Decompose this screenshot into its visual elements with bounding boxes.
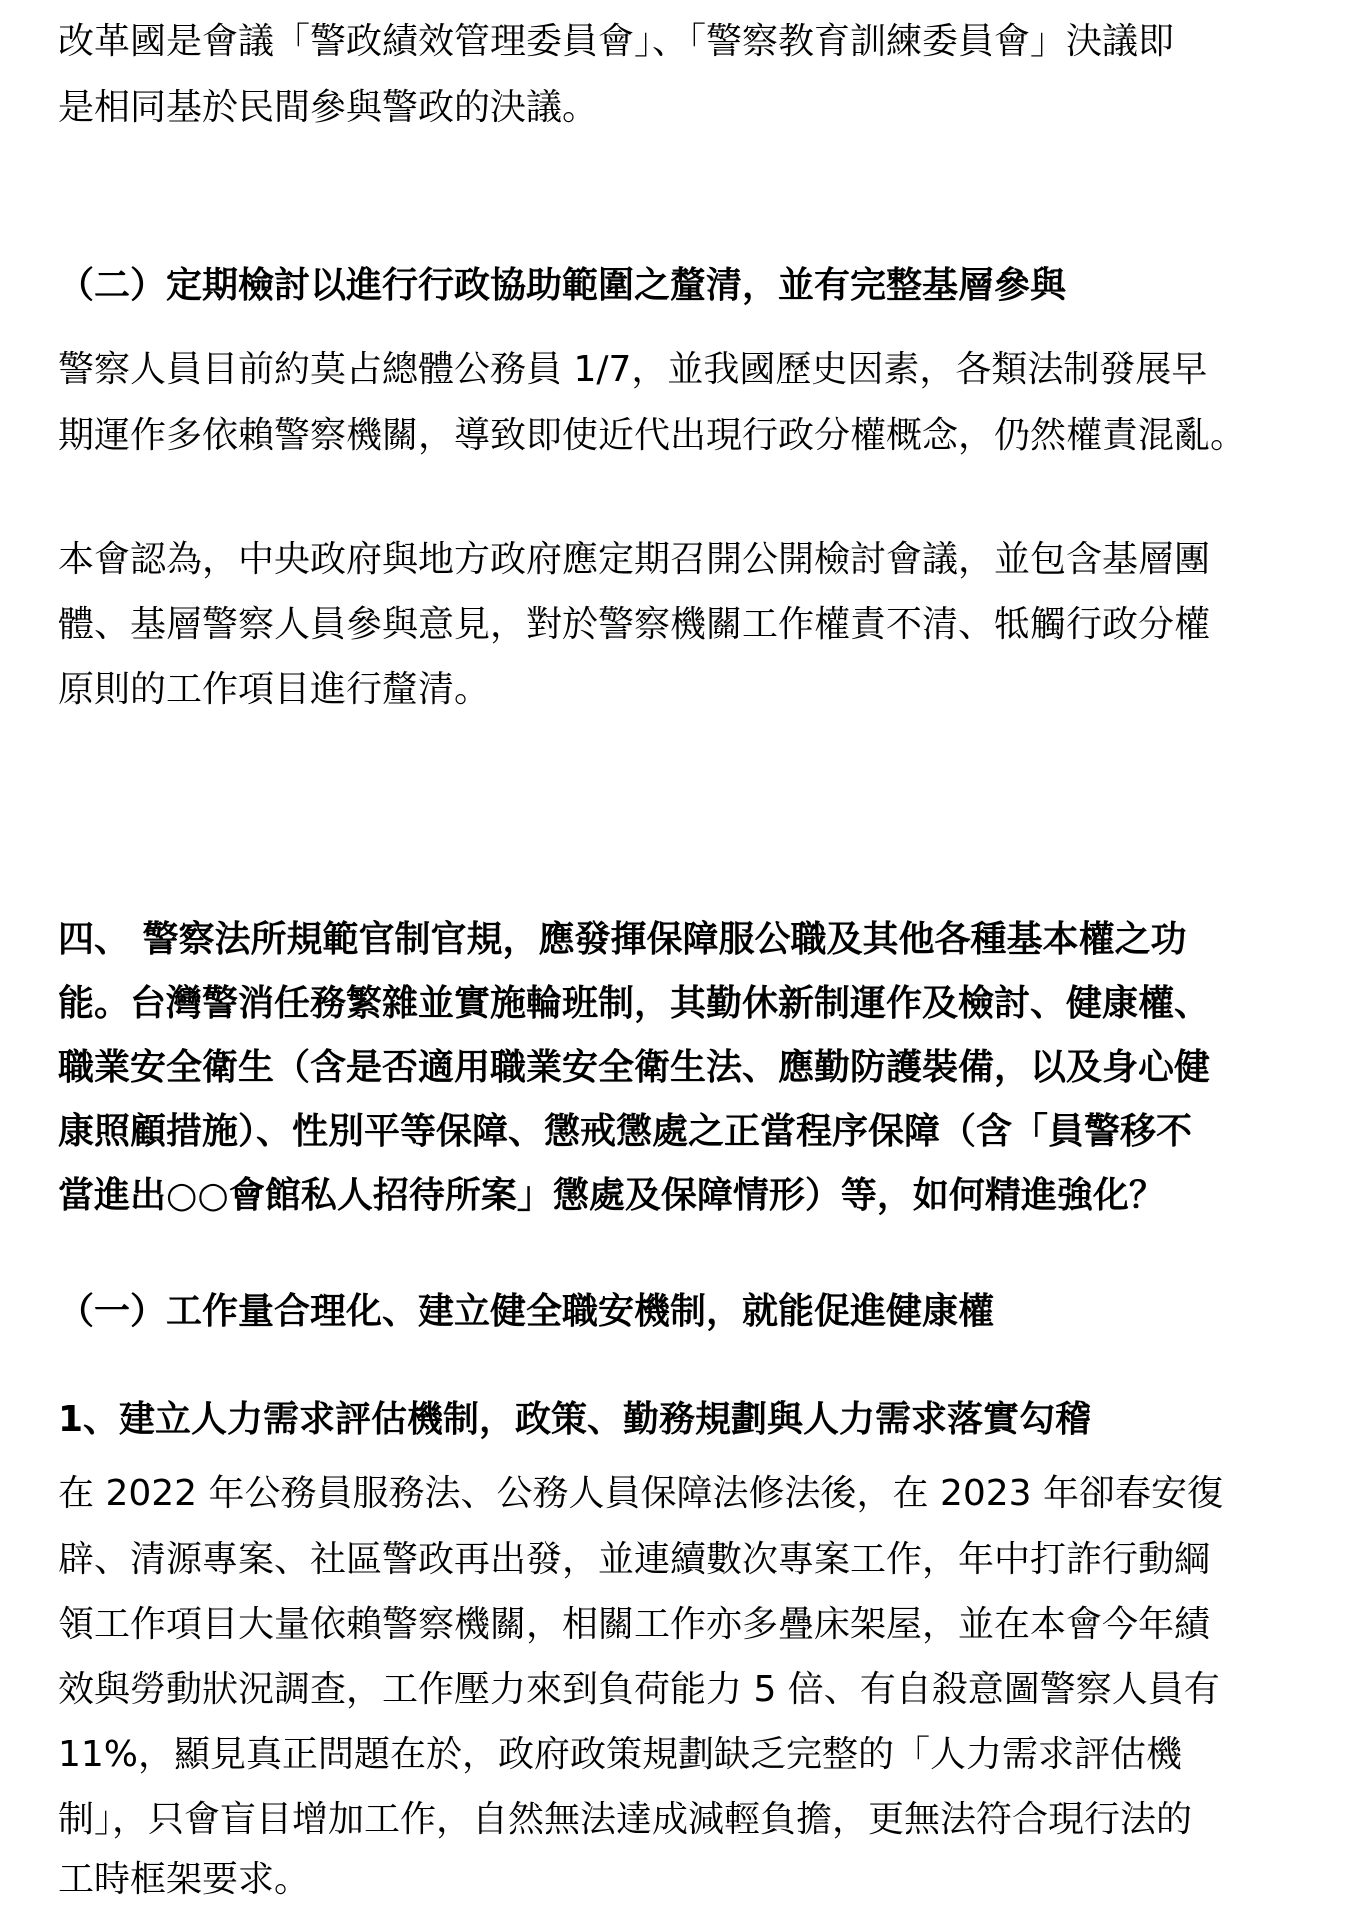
question-line: 當進出○○會館私人招待所案」懲處及保障情形）等，如何精進強化？ [58,1175,1165,1216]
question-line: 四、 警察法所規範官制官規，應發揮保障服公職及其他各種基本權之功 [58,919,1187,960]
paragraph-line: 效與勞動狀況調查，工作壓力來到負荷能力 5 倍、有自殺意圖警察人員有 [58,1669,1220,1710]
question-line: 能。台灣警消任務繁雜並實施輪班制，其勤休新制運作及檢討、健康權、 [58,983,1211,1024]
paragraph-line: 領工作項目大量依賴警察機關，相關工作亦多疊床架屋，並在本會今年績 [58,1604,1211,1645]
paragraph-line: 改革國是會議「警政績效管理委員會」、「警察教育訓練委員會」決議即 [58,21,1175,62]
paragraph-line: 期運作多依賴警察機關，導致即使近代出現行政分權概念，仍然權責混亂。 [58,415,1247,456]
paragraph-line: 11%，顯見真正問題在於，政府政策規劃缺乏完整的「人力需求評估機 [58,1734,1183,1775]
paragraph-line: 在 2022 年公務員服務法、公務人員保障法修法後，在 2023 年卻春安復 [58,1473,1224,1514]
section-4-1-heading: （一）工作量合理化、建立健全職安機制，就能促進健康權 [58,1291,995,1332]
paragraph-line: 原則的工作項目進行釐清。 [58,669,491,710]
section-2-heading: （二）定期檢討以進行行政協助範圍之釐清，並有完整基層參與 [58,265,1067,306]
item-1-heading: 1、建立人力需求評估機制，政策、勤務規劃與人力需求落實勾稽 [58,1399,1092,1440]
paragraph-line: 制」，只會盲目增加工作，自然無法達成減輕負擔，更無法符合現行法的 [58,1799,1193,1840]
paragraph-line: 是相同基於民間參與警政的決議。 [58,87,599,128]
paragraph-line: 工時框架要求。 [58,1859,311,1900]
paragraph-line: 辟、清源專案、社區警政再出發，並連續數次專案工作，年中打詐行動綱 [58,1539,1211,1580]
question-line: 職業安全衛生（含是否適用職業安全衛生法、應勤防護裝備，以及身心健 [58,1047,1211,1088]
question-line: 康照顧措施）、性別平等保障、懲戒懲處之正當程序保障（含「員警移不 [58,1111,1193,1152]
paragraph-line: 體、基層警察人員參與意見，對於警察機關工作權責不清、牴觸行政分權 [58,604,1211,645]
paragraph-line: 警察人員目前約莫占總體公務員 1/7，並我國歷史因素，各類法制發展早 [58,349,1208,390]
paragraph-line: 本會認為，中央政府與地方政府應定期召開公開檢討會議，並包含基層團 [58,539,1211,580]
